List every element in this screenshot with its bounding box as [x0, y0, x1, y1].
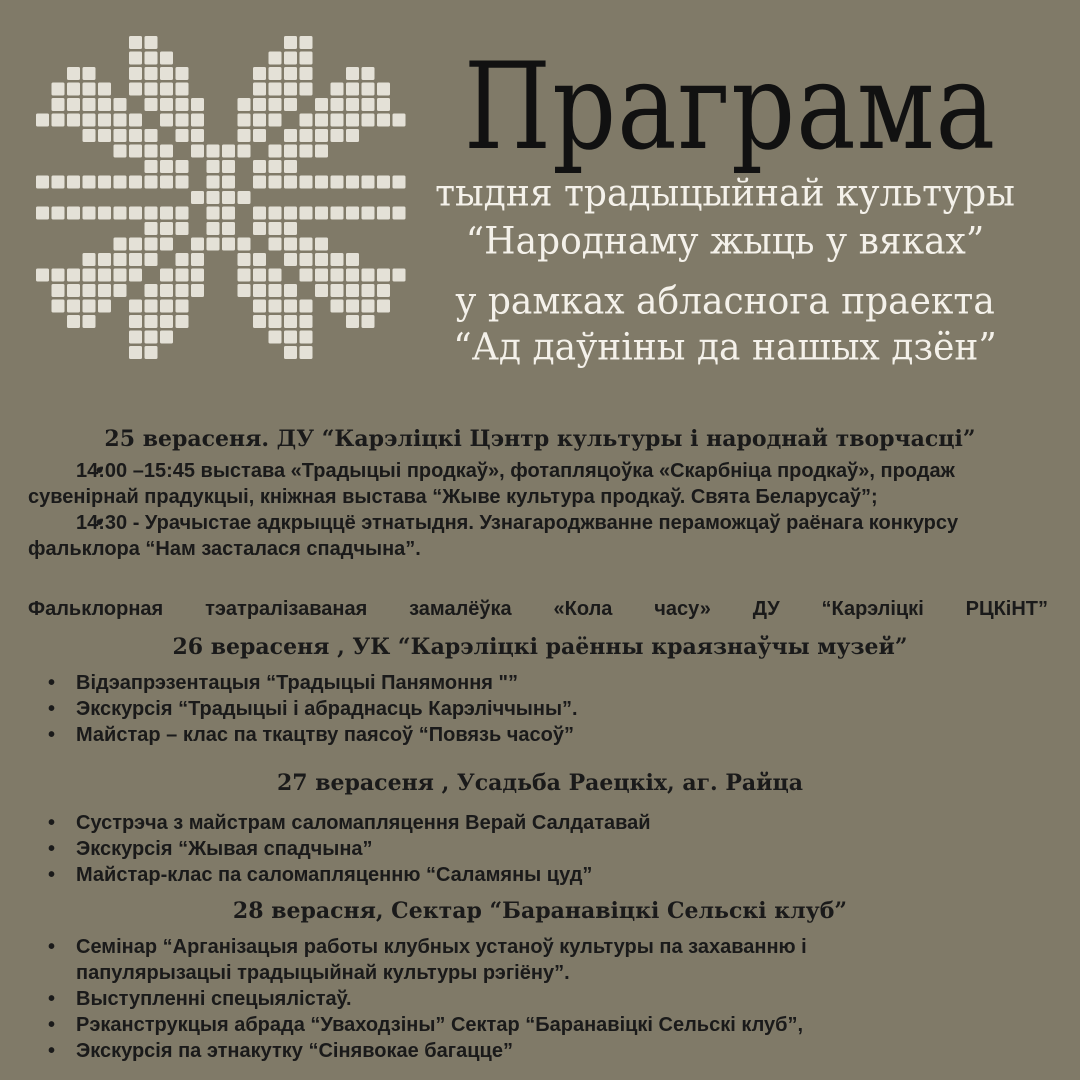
ornament-cell — [98, 98, 111, 111]
ornament-cell — [98, 207, 111, 220]
ornament-cell — [284, 67, 297, 80]
ornament-cell — [67, 315, 80, 328]
ornament-cell — [83, 269, 96, 282]
ornament-cell — [346, 315, 359, 328]
ornament-cell — [253, 284, 266, 297]
ornament-cell — [269, 83, 282, 96]
ornament-cell — [269, 300, 282, 313]
ornament-cell — [129, 145, 142, 158]
ornament-cell — [269, 207, 282, 220]
ornament-cell — [222, 145, 235, 158]
ornament-cell — [36, 176, 49, 189]
ornament-cell — [114, 98, 127, 111]
ornament-cell — [238, 269, 251, 282]
ornament-cell — [129, 36, 142, 49]
ornament-cell — [207, 191, 220, 204]
ornament-cell — [114, 253, 127, 266]
ornament-cell — [114, 129, 127, 142]
ornament-cell — [300, 83, 313, 96]
ornament-cell — [269, 52, 282, 65]
ornament-cell — [160, 315, 173, 328]
ornament-cell — [83, 176, 96, 189]
ornament-cell — [145, 207, 158, 220]
ornament-cell — [315, 114, 328, 127]
ornament-cell — [145, 284, 158, 297]
ornament-cell — [331, 207, 344, 220]
ornament-cell — [98, 129, 111, 142]
ornament-cell — [238, 114, 251, 127]
ornament-cell — [52, 284, 65, 297]
ornament-cell — [222, 207, 235, 220]
ornament-cell — [98, 114, 111, 127]
ornament-cell — [315, 98, 328, 111]
page-title: Праграма — [463, 36, 997, 177]
ornament-cell — [160, 83, 173, 96]
ornament-cell — [300, 300, 313, 313]
subtitle-line-1: тыдня традыцыйнай культуры — [435, 171, 1015, 215]
ornament-cell — [253, 129, 266, 142]
ornament-cell — [346, 300, 359, 313]
ornament-cell — [67, 176, 80, 189]
ornament-cell — [269, 176, 282, 189]
ornament-cell — [253, 253, 266, 266]
ornament-cell — [346, 129, 359, 142]
ornament-cell — [300, 253, 313, 266]
ornament-cell — [160, 300, 173, 313]
ornament-cell — [114, 238, 127, 251]
ornament-cell — [284, 52, 297, 65]
ornament-cell — [253, 315, 266, 328]
ornament-cell — [176, 284, 189, 297]
ornament-cell — [300, 52, 313, 65]
ornament-cell — [315, 253, 328, 266]
ornament-cell — [207, 160, 220, 173]
ornament-cell — [284, 36, 297, 49]
ornament-cell — [300, 129, 313, 142]
list-item: • Майстар-клас па саломапляценню “Саламяны цуд” — [28, 862, 1068, 888]
ornament-cell — [207, 238, 220, 251]
ornament-cell — [160, 114, 173, 127]
list-item: • Экскурсія “Жывая спадчына” — [28, 836, 1068, 862]
ornament-cell — [331, 300, 344, 313]
ornament-cell — [83, 98, 96, 111]
ornament-cell — [160, 284, 173, 297]
ornament-cell — [253, 67, 266, 80]
ornament-cell — [176, 253, 189, 266]
ornament-cell — [176, 176, 189, 189]
ornament-cell — [83, 253, 96, 266]
ornament-cell — [145, 222, 158, 235]
ornament-cell — [67, 98, 80, 111]
ornament-cell — [207, 176, 220, 189]
ornament-cell — [269, 331, 282, 344]
ornament-cell — [98, 83, 111, 96]
ornament-cell — [145, 346, 158, 359]
ornament-cell — [346, 269, 359, 282]
ornament-cell — [362, 114, 375, 127]
ornament-cell — [300, 331, 313, 344]
ornament-cell — [238, 98, 251, 111]
ornament-cell — [300, 36, 313, 49]
ornament-cell — [253, 207, 266, 220]
ornament-cell — [191, 129, 204, 142]
ornament-cell — [362, 98, 375, 111]
list-item: • Сустрэча з майстрам саломапляцення Верай Салдатавай — [28, 810, 1068, 836]
ornament-cell — [129, 253, 142, 266]
ornament-cell — [52, 83, 65, 96]
ornament-cell — [191, 238, 204, 251]
ornament-cell — [114, 284, 127, 297]
section-list-sep-28 — [28, 934, 1068, 1064]
ornament-cell — [129, 331, 142, 344]
ornament-cell — [52, 207, 65, 220]
ornament-cell — [191, 145, 204, 158]
ornament-cell — [207, 207, 220, 220]
list-item: • Семінар “Арганізацыя работы клубных устаноў культуры па захаванню і — [28, 934, 1068, 960]
ornament-cell — [145, 36, 158, 49]
list-item: • Рэканструкцыя абрада “Уваходзіны” Сектар “Баранавіцкі Сельскі клуб”, — [28, 1012, 1068, 1038]
ornament-cell — [160, 67, 173, 80]
ornament-cell — [207, 222, 220, 235]
ornament-cell — [315, 145, 328, 158]
ornament-cell — [346, 176, 359, 189]
ornament-cell — [52, 269, 65, 282]
ornament-cell — [83, 129, 96, 142]
ornament-cell — [145, 83, 158, 96]
ornament-cell — [176, 269, 189, 282]
ornament-cell — [222, 238, 235, 251]
ornament-cell — [176, 114, 189, 127]
ornament-cell — [284, 176, 297, 189]
ornament-cell — [129, 83, 142, 96]
subtitle-line-2: “Народнаму жыць у вяках” — [465, 219, 985, 263]
ornament-cell — [284, 160, 297, 173]
ornament-cell — [176, 222, 189, 235]
ornament-cell — [315, 129, 328, 142]
ornament-cell — [129, 67, 142, 80]
ornament-cell — [36, 207, 49, 220]
section-heading-sep-25: 25 верасеня. ДУ “Карэліцкі Цэнтр культуры і народнай творчасці” — [104, 426, 976, 452]
ornament-cell — [362, 83, 375, 96]
ornament-cell — [114, 269, 127, 282]
subtitle-line-3: у рамках абласнога праекта — [455, 279, 995, 323]
ornament-cell — [145, 52, 158, 65]
ornament-cell — [238, 284, 251, 297]
ornament-cell — [160, 207, 173, 220]
section-list-sep-26 — [28, 670, 1068, 748]
ornament-cell — [238, 238, 251, 251]
ornament-cell — [284, 83, 297, 96]
folk-performance-text: Фальклорная тэатралізаваная замалёўка «Кола часу» ДУ “Карэліцкі РЦКіНТ” — [28, 598, 1048, 620]
section-heading-sep-27: 27 верасеня , Усадьба Раецкіх, аг. Райца — [276, 770, 803, 796]
list-item: • Экскурсія па этнакутку “Сінявокае багацце” — [28, 1038, 1068, 1064]
ornament-cell — [83, 83, 96, 96]
ornament-cell — [67, 284, 80, 297]
ornament-cell — [207, 145, 220, 158]
ornament-cell — [160, 98, 173, 111]
ornament-cell — [284, 315, 297, 328]
ornament-cell — [114, 114, 127, 127]
ornament-cell — [284, 222, 297, 235]
ornament-cell — [315, 207, 328, 220]
ornament-cell — [222, 160, 235, 173]
section-heading-sep-26: 26 верасеня , УК “Карэліцкі раённы краязнаўчы музей” — [172, 634, 908, 660]
ornament-cell — [145, 67, 158, 80]
ornament-cell — [331, 176, 344, 189]
ornament-cell — [315, 176, 328, 189]
ornament-cell — [253, 83, 266, 96]
ornament-cell — [160, 222, 173, 235]
ornament-cell — [129, 315, 142, 328]
ornament-cell — [331, 253, 344, 266]
ornament-cell — [145, 331, 158, 344]
ornament-cell — [222, 191, 235, 204]
ornament-cell — [129, 114, 142, 127]
ornament-cell — [67, 300, 80, 313]
ornament-cell — [300, 67, 313, 80]
ornament-cell — [253, 269, 266, 282]
list-item-continuation — [28, 960, 1068, 986]
ornament-cell — [315, 269, 328, 282]
ornament-cell — [129, 176, 142, 189]
ornament-cell — [191, 191, 204, 204]
ornament-cell — [160, 160, 173, 173]
ornament-cell — [176, 160, 189, 173]
ornament-cell — [253, 222, 266, 235]
ornament-cell — [145, 98, 158, 111]
ornament-cell — [284, 145, 297, 158]
list-item-continuation-text: папулярызацыі традыцыйнай культуры рэгіёну”. — [76, 962, 570, 984]
ornament-cell — [331, 114, 344, 127]
embroidery-ornament-icon — [36, 36, 408, 366]
ornament-cell — [160, 145, 173, 158]
ornament-cell — [300, 315, 313, 328]
ornament-cell — [129, 207, 142, 220]
ornament-cell — [346, 114, 359, 127]
ornament-cell — [269, 315, 282, 328]
ornament-cell — [269, 238, 282, 251]
ornament-cell — [160, 52, 173, 65]
ornament-cell — [269, 67, 282, 80]
ornament-cell — [300, 176, 313, 189]
ornament-cell — [176, 207, 189, 220]
ornament-cell — [83, 315, 96, 328]
ornament-cell — [67, 269, 80, 282]
ornament-cell — [300, 346, 313, 359]
section-list-sep-27 — [28, 810, 1068, 888]
ornament-cell — [191, 114, 204, 127]
ornament-cell — [98, 176, 111, 189]
list-item: • Майстар – клас па ткацтву паясоў “Повязь часоў” — [28, 722, 1068, 748]
ornament-cell — [346, 98, 359, 111]
ornament-cell — [331, 83, 344, 96]
ornament-cell — [83, 114, 96, 127]
ornament-cell — [300, 238, 313, 251]
list-item: • Экскурсія “Традыцыі і абраднасць Карэліччыны”. — [28, 696, 1068, 722]
ornament-cell — [269, 98, 282, 111]
ornament-cell — [98, 269, 111, 282]
ornament-cell — [83, 284, 96, 297]
ornament-cell — [238, 191, 251, 204]
ornament-cell — [191, 98, 204, 111]
ornament-cell — [253, 300, 266, 313]
ornament-cell — [83, 67, 96, 80]
ornament-cell — [191, 253, 204, 266]
ornament-cell — [253, 160, 266, 173]
ornament-cell — [331, 269, 344, 282]
ornament-cell — [284, 207, 297, 220]
ornament-cell — [346, 67, 359, 80]
ornament-cell — [145, 129, 158, 142]
ornament-cell — [98, 284, 111, 297]
ornament-cell — [129, 52, 142, 65]
ornament-cell — [129, 300, 142, 313]
ornament-cell — [284, 129, 297, 142]
ornament-cell — [300, 114, 313, 127]
ornament-cell — [253, 98, 266, 111]
ornament-cell — [36, 114, 49, 127]
ornament-cell — [284, 238, 297, 251]
ornament-cell — [238, 145, 251, 158]
section-heading-sep-28: 28 верасня, Сектар “Баранавіцкі Сельскі клуб” — [232, 898, 848, 924]
ornament-cell — [145, 315, 158, 328]
ornament-cell — [98, 300, 111, 313]
ornament-cell — [145, 300, 158, 313]
subtitle-line-4: “Ад даўніны да нашых дзён” — [453, 325, 997, 369]
ornament-cell — [222, 222, 235, 235]
ornament-cell — [114, 207, 127, 220]
list-item: • Відэапрэзентацыя “Традыцыі Панямоння "” — [28, 670, 1068, 696]
ornament-cell — [269, 284, 282, 297]
ornament-cell — [36, 269, 49, 282]
ornament-cell — [129, 129, 142, 142]
list-item: • 14:00 –15:45 выстава «Традыцыі продкаў», фотапляцоўка «Скарбніца продкаў», продаж сувенірнай прадукцыі, кніжная выстава “Жыве культура продкаў. Свята Беларусаў”; — [28, 458, 1068, 510]
ornament-cell — [129, 269, 142, 282]
ornament-cell — [315, 238, 328, 251]
ornament-cell — [145, 145, 158, 158]
ornament-cell — [145, 176, 158, 189]
ornament-cell — [176, 300, 189, 313]
ornament-cell — [83, 207, 96, 220]
ornament-cell — [238, 253, 251, 266]
ornament-cell — [160, 269, 173, 282]
ornament-cell — [238, 129, 251, 142]
ornament-cell — [315, 284, 328, 297]
ornament-cell — [284, 253, 297, 266]
ornament-cell — [346, 207, 359, 220]
ornament-cell — [52, 300, 65, 313]
ornament-cell — [83, 300, 96, 313]
ornament-cell — [67, 114, 80, 127]
ornament-cell — [191, 284, 204, 297]
list-item: • 14:30 - Урачыстае адкрыццё этнатыдня. Узнагароджванне пераможцаў раёнага конкурсу фальклора “Нам засталася спадчына”. — [28, 510, 1068, 562]
ornament-cell — [67, 207, 80, 220]
ornament-cell — [346, 284, 359, 297]
ornament-cell — [269, 145, 282, 158]
ornament-cell — [52, 176, 65, 189]
ornament-cell — [160, 176, 173, 189]
ornament-cell — [160, 238, 173, 251]
ornament-cell — [362, 67, 375, 80]
ornament-cell — [176, 83, 189, 96]
ornament-cell — [98, 253, 111, 266]
section-list-sep-25 — [28, 458, 1068, 562]
ornament-cell — [300, 269, 313, 282]
ornament-cell — [145, 160, 158, 173]
ornament-cell — [253, 176, 266, 189]
ornament-cell — [129, 346, 142, 359]
ornament-cell — [176, 315, 189, 328]
ornament-cell — [52, 114, 65, 127]
ornament-cell — [176, 98, 189, 111]
ornament-cell — [145, 238, 158, 251]
ornament-cell — [300, 145, 313, 158]
list-item: • Выступленні спецыялістаў. — [28, 986, 1068, 1012]
ornament-cell — [331, 98, 344, 111]
ornament-cell — [222, 176, 235, 189]
ornament-cell — [284, 284, 297, 297]
ornament-cell — [269, 160, 282, 173]
ornament-cell — [284, 331, 297, 344]
ornament-cell — [114, 176, 127, 189]
ornament-cell — [145, 253, 158, 266]
ornament-cell — [300, 207, 313, 220]
ornament-cell — [269, 269, 282, 282]
ornament-cell — [346, 253, 359, 266]
ornament-cell — [191, 269, 204, 282]
ornament-cell — [331, 129, 344, 142]
ornament-cell — [67, 67, 80, 80]
ornament-cell — [346, 83, 359, 96]
ornament-cell — [52, 98, 65, 111]
ornament-cell — [176, 67, 189, 80]
section-note-sep-25 — [28, 596, 1048, 622]
ornament-cell — [269, 222, 282, 235]
ornament-cell — [176, 129, 189, 142]
ornament-cell — [129, 238, 142, 251]
ornament-cell — [284, 346, 297, 359]
ornament-cell — [67, 83, 80, 96]
ornament-cell — [284, 300, 297, 313]
ornament-cell — [160, 331, 173, 344]
ornament-cell — [331, 284, 344, 297]
ornament-cell — [269, 114, 282, 127]
ornament-cell — [253, 114, 266, 127]
ornament-cell — [114, 145, 127, 158]
ornament-cell — [284, 98, 297, 111]
